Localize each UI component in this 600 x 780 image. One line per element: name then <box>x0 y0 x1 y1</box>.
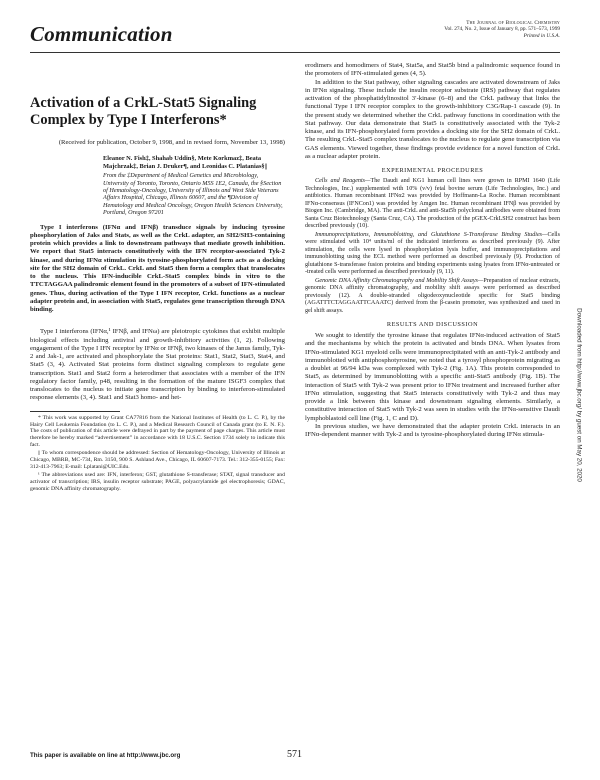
online-note[interactable]: This paper is available on line at http://www.jbc.org <box>30 752 181 759</box>
page-footer <box>30 749 560 763</box>
received-dates: (Received for publication, October 9, 1998, and in revised form, November 13, 1998) <box>58 138 285 146</box>
download-sidebar <box>574 180 584 610</box>
results-heading: RESULTS AND DISCUSSION <box>386 321 479 328</box>
methods-gdac: Genomic DNA Affinity Chromatography and Mobility Shift Assays—Preparation of nuclear extracts, genomic DNA affinity chromatography, and mobility shift assays were performed as described previously (12). A double-stranded oligodeoxynucleotide specific for Stat5 binding (AGATTTCTAGGAATTCAAATC) derived from the β-casein promoter, was synthesized and used in gel shift assays. <box>305 277 560 314</box>
run-in-heading: Immunoprecipitations, Immunoblotting, and Glutathione S-Transferase Binding Studies— <box>315 231 548 238</box>
footnote-rule <box>30 411 120 412</box>
abstract: Type I interferons (IFNα and IFNβ) transduce signals by inducing tyrosine phosphorylation of Jaks and Stats, as well as the CrkL adapter, an SH2/SH3-containing protein which provides a link to downstream pathways that mediate growth inhibition. We report that Stat5 interacts constitutively with the IFN receptor-associated Tyk-2 kinase, and during IFNα stimulation its tyrosine-phosphorylated form acts as a docking site for the SH2 domain of CrkL. CrkL and Stat5 then form a complex that translocates to the nucleus. This IFN-inducible CrkL-Stat5 complex binds in vitro to the TTCTAGGAA palindromic element found in the promoters of a subset of IFN-stimulated genes. Thus, during activation of the Type I IFN receptor, CrkL functions as a nuclear adapter protein and, in association with Stat5, regulates gene transcription through DNA binding. <box>30 223 285 314</box>
section-label: Communication <box>30 22 173 46</box>
download-note[interactable]: Downloaded from http://www.jbc.org/ by guest on May 20, 2020 <box>575 308 583 482</box>
run-in-heading: Genomic DNA Affinity Chromatography and Mobility Shift Assays— <box>315 277 484 284</box>
page-number: 571 <box>287 749 302 760</box>
footnote-funding: * This work was supported by Grant CA77816 from the National Institutes of Health (to L. C. P.), by the Hairy Cell Leukemia Foundation (to L. C. P.), and a Medical Research Council of Canada grant (to E. N. F.). The costs of publication of this article were defrayed in part by the payment of page charges. This article must therefore be hereby marked “advertisement” in accordance with 18 U.S.C. Section 1734 solely to indicate this fact. <box>30 414 285 449</box>
affiliations: From the ‡Department of Medical Genetics and Microbiology, University of Toronto, Toronto, Ontario M5S 1E2, Canada, the §Section of Hematology-Oncology, University of Illinois and West Side Veterans Affairs Hospital, Chicago, Illinois 60607, and the ¶Division of Hematology and Medical Oncology, Oregon Health Sciences University, Portland, Oregon 97201 <box>103 172 283 217</box>
journal-info <box>444 20 560 39</box>
journal-issue: Vol. 274, No. 2, Issue of January 8, pp. 571–573, 1999 <box>444 26 560 33</box>
footnote-correspondence: || To whom correspondence should be addressed: Section of Hematology-Oncology, University of Illinois at Chicago, MBRB, MC-734, Rm. 3150, 900 S. Ashland Ave., Chicago, IL 60607-7173. Tel.: 312-355-0155; Fax: 312-413-7963; E-mail: Lplatani@UIC.Edu. <box>30 450 285 470</box>
right-column <box>305 62 560 439</box>
methods-heading: EXPERIMENTAL PROCEDURES <box>381 167 484 174</box>
footnote-abbreviations: ¹ The abbreviations used are: IFN, interferon; GST, glutathione S-transferase; STAT, signal transducer and activator of transcription; IRS, insulin receptor substrate; PAGE, polyacrylamide gel electrophoresis; GDAC, genomic DNA affinity chromatography. <box>30 471 285 492</box>
author-list: Eleanor N. Fish‡, Shahab Uddin§, Mete Korkmaz‡, Beata Majchrzak‡, Brian J. Druker¶, and Leonidas C. Platanias§|| <box>103 154 268 170</box>
methods-immunoprecipitation: Immunoprecipitations, Immunoblotting, and Glutathione S-Transferase Binding Studies—Cells were stimulated with 10⁴ units/ml of the indicated interferons as described previously (9). After stimulation, the cells were lysed in phosphorylation lysis buffer, and immunoprecipitations and immunoblotting using the ECL method were performed as described previously (9). Production of glutathione S-transferase fusion proteins and binding experiments using lysates from IFNα-untreated or -treated cells were performed as described previously (9, 11). <box>305 231 560 275</box>
page-header <box>30 18 560 48</box>
intro-paragraph: Type I interferons (IFNα,¹ IFNβ, and IFNω) are pleiotropic cytokines that exhibit multiple biological effects including antiviral and growth-inhibitory activities (1, 2). Following engagement of the Type I IFN receptor by IFNα or IFNβ, two kinases of the Janus family, Tyk-2 and Jak-1, are activated and phosphorylate the Stat proteins: Stat1, Stat2, Stat3, Stat4, and Stat5 (3, 4). Activated Stat proteins form distinct signaling complexes to regulate gene transcription. Stat1 and Stat2 form a heterodimer that associates with a member of the IFN regulatory factor family, p48, resulting in the formation of the mature ISGF3 complex that translocates to the nucleus to initiate gene transcription by binding to interferon-stimulated response elements (3, 4). Stat1 and Stat3 homo- and het- <box>30 328 285 402</box>
body-paragraph: In addition to the Stat pathway, other signaling cascades are activated downstream of Jaks in IFNα signaling. These include the insulin receptor substrate (IRS) pathway that regulates activation of the phosphatidylinositol 3′-kinase (6–8) and the CrkL pathway that links the functional Type I IFN receptor complex to the growth-inhibitory C3G/Rap-1 cascade (9). In the present study we determined whether the CrkL pathway functions in coordination with the Stat pathway. Our data demonstrate that Stat5 is constitutively associated with the Tyk-2 kinase, and its IFN-phosphorylated form provides a docking site for the SH2 domain of CrkL. The resulting CrkL-Stat5 complex translocates to the nucleus to regulate gene transcription via GAS elements. Viewed together, these findings provide evidence for a novel function of CrkL as a nuclear adapter protein. <box>305 78 560 160</box>
results-paragraph: We sought to identify the tyrosine kinase that regulates IFNα-induced activation of Stat5 and the mechanisms by which the protein is activated and binds DNA. When lysates from IFNα-stimulated KG1 myeloid cells were immunoprecipitated with an anti-Tyk-2 antibody and immunoblotted with antiphosphotyrosine, we noted that a tyrosyl phosphoprotein migrating as a doublet at 96/94 kDa was complexed with Tyk-2 (Fig. 1A). This protein corresponded to Stat5, as determined by immunoblotting with a specific anti-Stat5 antibody (Fig. 1B). The interaction of Stat5 with Tyk-2 was present prior to IFNα treatment and increased further after IFNα stimulation, suggesting that Stat5 interacts constitutively with Tyk-2 and thus may provide a link between this kinase and downstream signaling elements. Similarly, a constitutive interaction of Stat5 with Tyk-2 was seen in studies with the IFNα-sensitive Daudi lymphoblastoid cell line (Fig. 1, C and D). <box>305 332 560 422</box>
journal-name: The Journal of Biological Chemistry <box>466 20 560 26</box>
printed-in: Printed in U.S.A. <box>523 32 560 39</box>
methods-cells-reagents: Cells and Reagents—The Daudi and KG1 human cell lines were grown in RPMI 1640 (Life Technologies, Inc.) supplemented with 10% (v/v) fetal bovine serum (Life Technologies, Inc.) and antibiotics. Human recombinant IFNα2 was provided by Hoffmann-La Roche. Human recombinant IFNα-consensus (IFNCon1) was provided by Amgen Inc. Human recombinant IFNβ was provided by Biogen Inc. (Cambridge, MA). The anti-CrkL and anti-Stat5b polyclonal antibodies were obtained from Santa Cruz Biotechnology (Santa Cruz, CA). The production of the pGEX-CrkLSH2 construct has been described previously (10). <box>305 178 560 229</box>
results-paragraph: In previous studies, we have demonstrated that the adapter protein CrkL interacts in an IFNα-dependent manner with Tyk-2 and is tyrosine-phosphorylated during IFNα stimula- <box>305 422 560 438</box>
article-title: Activation of a CrkL-Stat5 Signaling Complex by Type I Interferons* <box>30 95 257 128</box>
left-column <box>30 62 285 494</box>
body-paragraph: erodimers and homodimers of Stat4, Stat5a, and Stat5b bind a palindromic sequence found in the promoters of IFN-stimulated genes (4, 5). <box>305 62 560 78</box>
run-in-heading: Cells and Reagents— <box>315 178 371 184</box>
header-rule <box>30 52 560 53</box>
